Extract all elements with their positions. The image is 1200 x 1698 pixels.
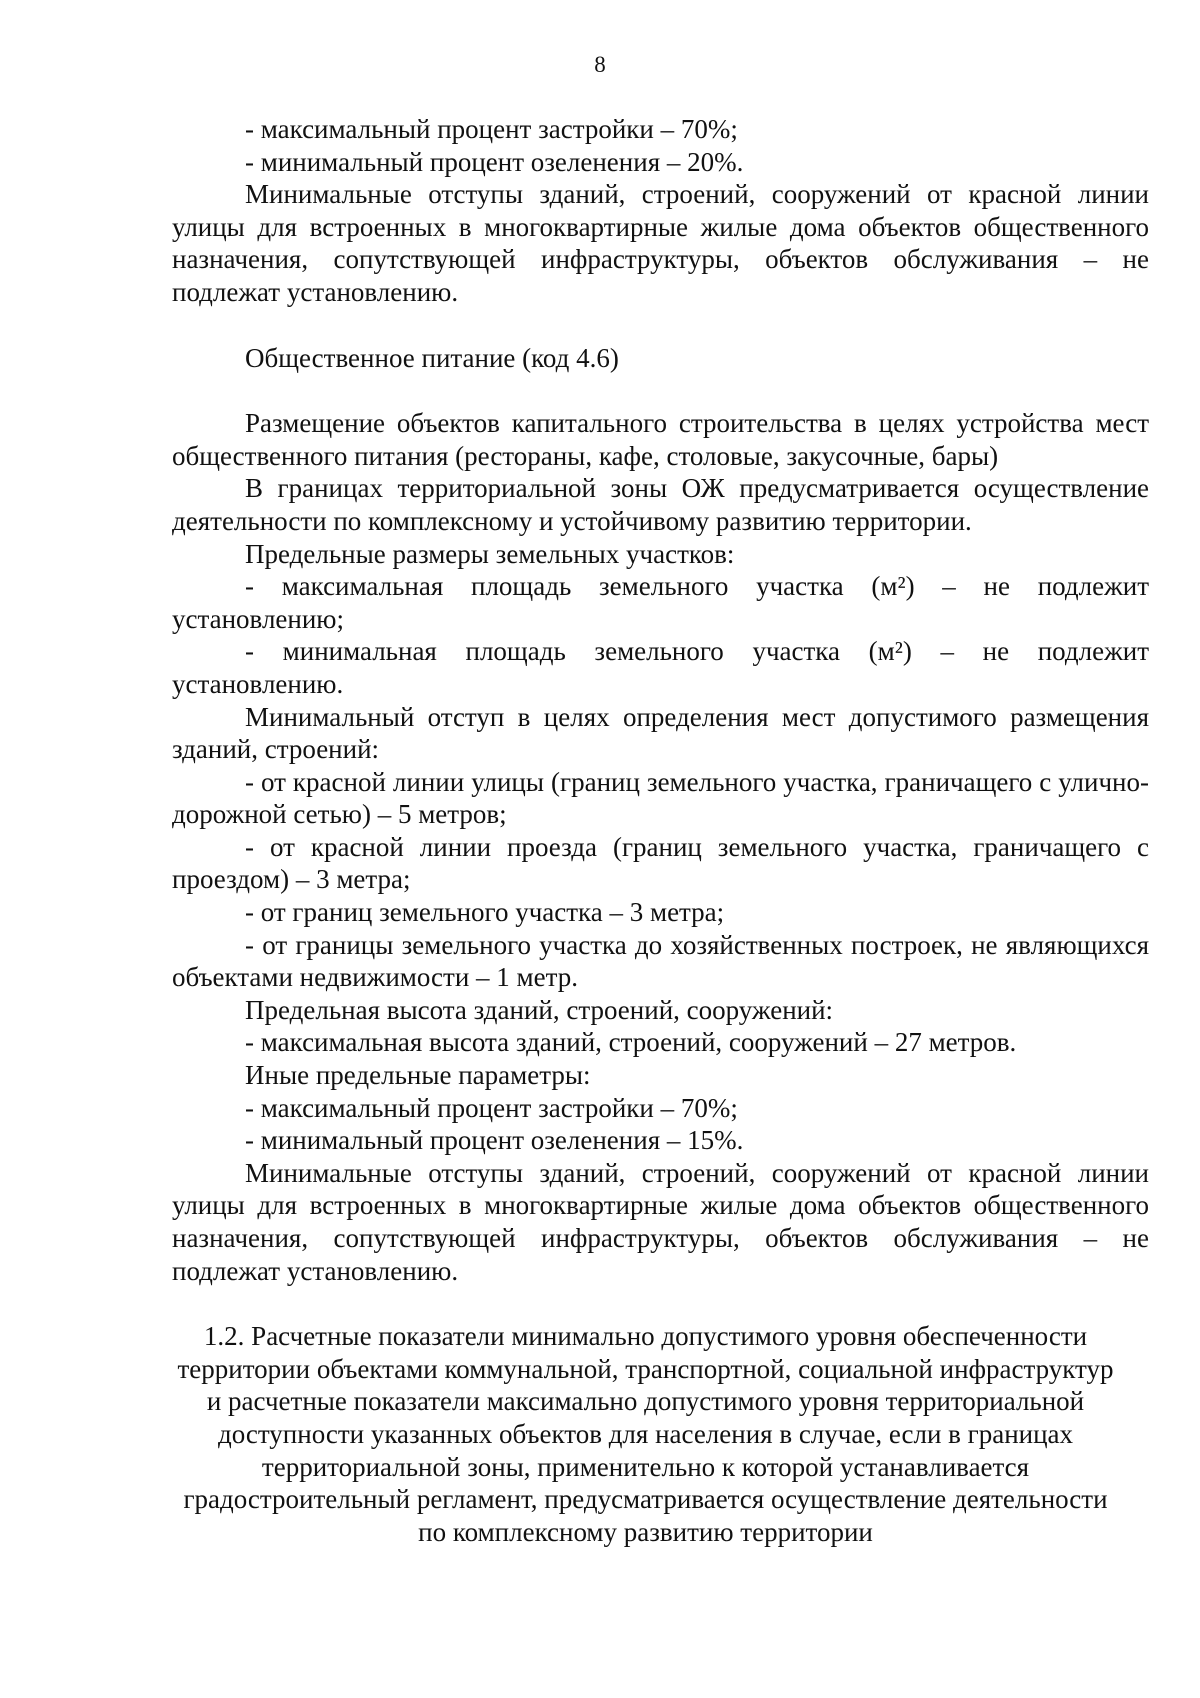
paragraph-min-green-percent: - минимальный процент озеленения – 20%. <box>245 146 744 177</box>
paragraph-min-area: - минимальная площадь земельного участка (м²) – не подлежит установлению. <box>172 636 1149 699</box>
paragraph-max-height: - максимальная высота зданий, строений, сооружений – 27 метров. <box>245 1027 1017 1058</box>
paragraph-min-setbacks: Минимальные отступы зданий, строений, сооружений от красной линии улицы для встроенных в многоквартирные жилые дома объектов общественного назначения, сопутствующей инфраструктуры, объектов обслуживания – не подлежат установлению. <box>172 179 1149 307</box>
paragraph-max-build-percent-2: - максимальный процент застройки – 70%; <box>245 1092 738 1123</box>
paragraph-height-limit: Предельная высота зданий, строений, сооружений: <box>245 994 834 1025</box>
paragraph-min-green-percent-2: - минимальный процент озеленения – 15%. <box>245 1125 744 1156</box>
paragraph-min-setbacks-2: Минимальные отступы зданий, строений, сооружений от красной линии улицы для встроенных в многоквартирные жилые дома объектов общественного назначения, сопутствующей инфраструктуры, объектов обслуживания – не подлежат установлению. <box>172 1157 1149 1286</box>
section-title: Общественное питание (код 4.6) <box>245 342 619 373</box>
spacer <box>172 309 1149 342</box>
paragraph-plot-borders: - от границ земельного участка – 3 метра; <box>245 897 725 928</box>
heading-1-2: 1.2. Расчетные показатели минимально допустимого уровня обеспеченности территории объектами коммунальной, транспортной, социальной инфраструктур и расчетные показатели максимально допустимого уровня территориальной доступности указанных объектов для населения в случае, если в границах территориальной зоны, применительно к которой устанавливается градостроительный регламент, предусматривается осуществление деятельности по комплексному развитию территории <box>177 1321 1114 1547</box>
document-body <box>172 113 1149 1548</box>
spacer <box>172 374 1149 407</box>
paragraph-street-line: - от красной линии улицы (границ земельного участка, граничащего с улично-дорожной сетью) – 5 метров; <box>172 766 1149 830</box>
paragraph-max-area: - максимальная площадь земельного участка (м²) – не подлежит установлению; <box>172 571 1149 634</box>
paragraph-plot-sizes: Предельные размеры земельных участков: <box>245 538 735 569</box>
paragraph-other-params: Иные предельные параметры: <box>245 1060 591 1091</box>
page-number: 8 <box>594 52 606 77</box>
paragraph-driveway-line: - от красной линии проезда (границ земельного участка, граничащего с проездом) – 3 метра; <box>172 831 1149 895</box>
paragraph-outbuildings: - от границы земельного участка до хозяйственных построек, не являющихся объектами недвижимости – 1 метр. <box>172 929 1149 993</box>
paragraph-min-setback: Минимальный отступ в целях определения мест допустимого размещения зданий, строений: <box>172 701 1149 765</box>
paragraph-purpose: Размещение объектов капитального строительства в целях устройства мест общественного питания (рестораны, кафе, столовые, закусочные, бары) <box>172 408 1149 471</box>
paragraph-zone: В границах территориальной зоны ОЖ предусматривается осуществление деятельности по комплексному и устойчивому развитию территории. <box>172 473 1149 536</box>
spacer <box>172 1287 1149 1320</box>
paragraph-max-build-percent: - максимальный процент застройки – 70%; <box>245 114 738 144</box>
